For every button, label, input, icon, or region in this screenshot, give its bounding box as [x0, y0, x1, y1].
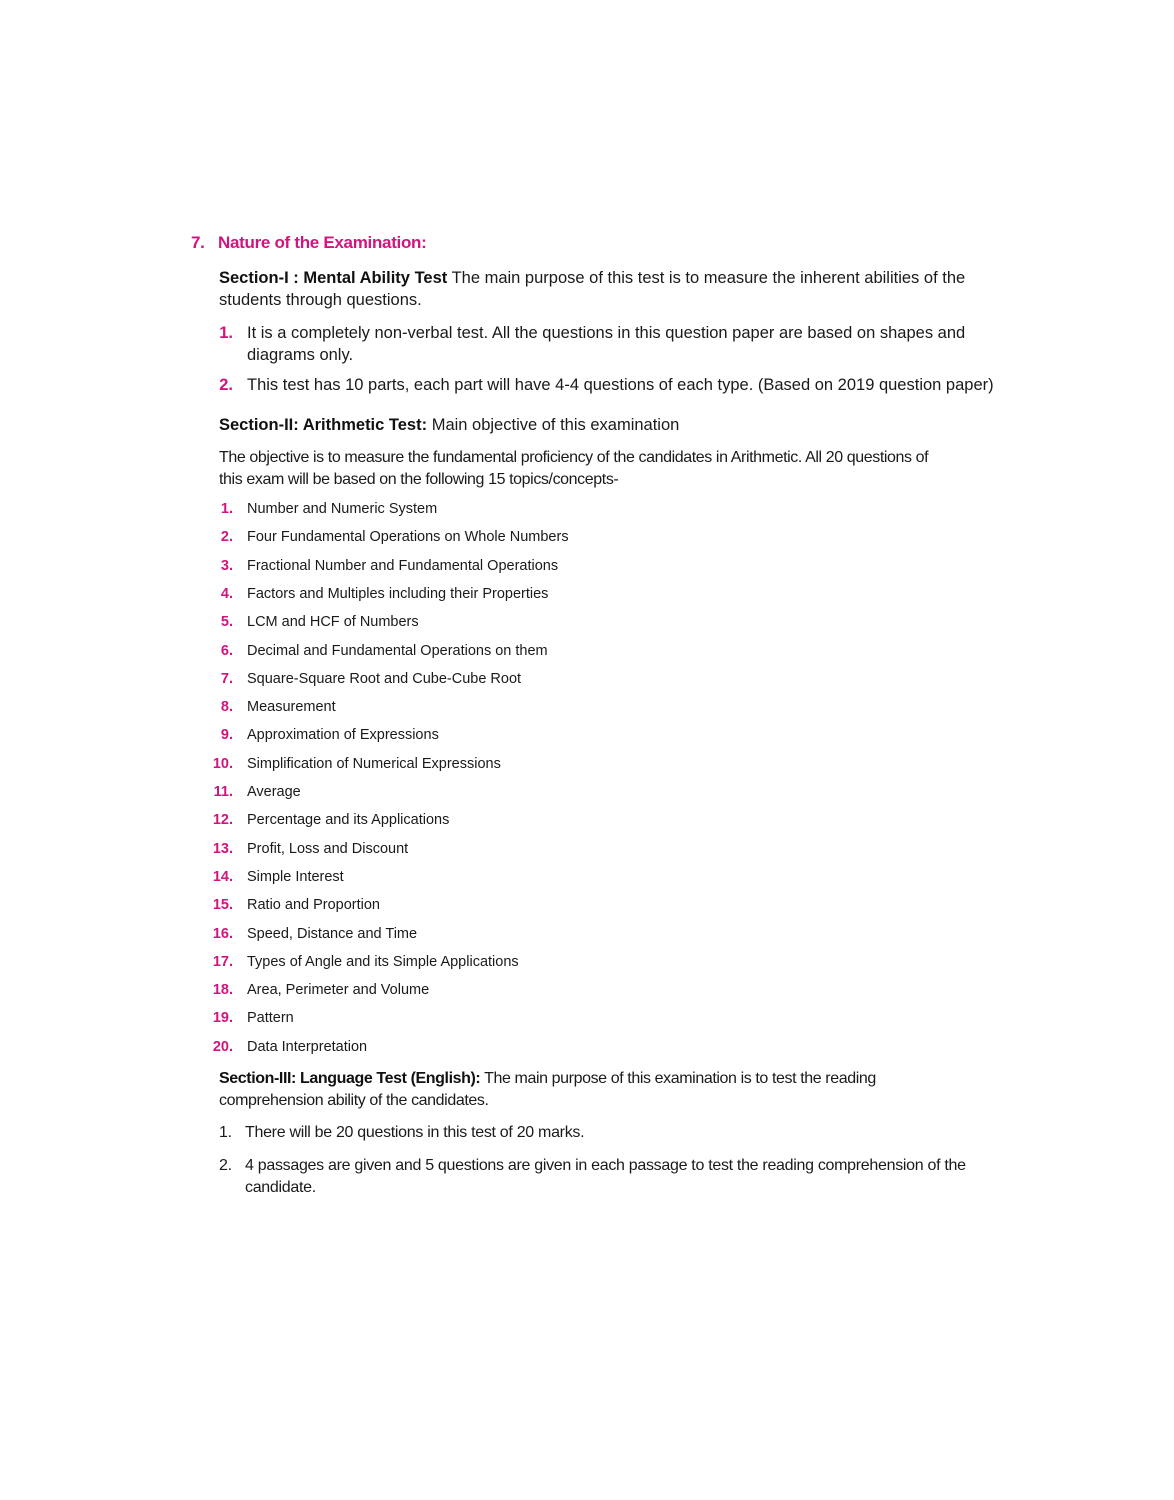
topic-text: Data Interpretation — [247, 1038, 368, 1055]
item-text: There will be 20 questions in this test of 20 marks. — [245, 1124, 585, 1141]
topic-item — [200, 952, 800, 972]
topic-item — [200, 782, 800, 802]
heading-title: Nature of the Examination: — [218, 233, 427, 252]
topic-number: 14. — [212, 868, 233, 885]
topic-text: Measurement — [247, 699, 336, 716]
topic-text: Pattern — [247, 1010, 294, 1027]
topic-text: Fractional Number and Fundamental Operations — [247, 557, 559, 574]
topic-number: 12. — [212, 812, 233, 829]
section-2-objective: The objective is to measure the fundamental proficiency of the candidates in Arithmetic. All 20 questions of this exam will be based on the following 15 topics/concepts- — [219, 449, 929, 488]
topic-item — [200, 810, 800, 830]
section-3-item — [219, 1122, 1009, 1144]
section-3-description: The main purpose of this examination is to test the reading comprehension ability of the candidates. — [219, 1070, 876, 1109]
topic-text: Percentage and its Applications — [247, 812, 450, 829]
topic-item — [200, 725, 800, 745]
item-text: 4 passages are given and 5 questions are given in each passage to test the reading comprehension of the candidate. — [245, 1157, 966, 1196]
topic-text: Profit, Loss and Discount — [247, 840, 409, 857]
heading-number: 7. — [191, 233, 205, 252]
topic-item — [200, 584, 800, 604]
topic-text: Simple Interest — [247, 868, 344, 885]
topic-item — [200, 980, 800, 1000]
topic-item — [200, 754, 800, 774]
topic-text: Area, Perimeter and Volume — [247, 982, 430, 999]
topic-number: 9. — [220, 727, 233, 744]
item-number: 1. — [219, 1124, 232, 1141]
topic-item — [200, 669, 800, 689]
section-1-description: The main purpose of this test is to measure the inherent abilities of the students through questions. — [219, 269, 966, 309]
item-text: It is a completely non-verbal test. All the questions in this question paper are based on shapes and diagrams only. — [247, 324, 966, 364]
topic-text: Factors and Multiples including their Properties — [247, 585, 549, 602]
item-number: 2. — [219, 1157, 232, 1174]
section-3-intro — [219, 1068, 979, 1112]
topic-item — [200, 612, 800, 632]
topic-item — [200, 527, 800, 547]
topic-item — [200, 641, 800, 661]
topic-text: Simplification of Numerical Expressions — [247, 755, 501, 772]
section-1-item — [205, 322, 1015, 366]
topic-text: Decimal and Fundamental Operations on them — [247, 642, 548, 659]
section-2-intro — [219, 414, 1019, 436]
item-number: 2. — [219, 376, 233, 394]
section-1-title: Section-I : Mental Ability Test — [219, 269, 448, 287]
section-3-title: Section-III: Language Test (English): — [219, 1070, 481, 1087]
item-text: This test has 10 parts, each part will have 4-4 questions of each type. (Based on 2019 question paper) — [247, 376, 994, 394]
topic-number: 16. — [212, 925, 233, 942]
topic-item — [200, 1037, 800, 1057]
topic-item — [200, 556, 800, 576]
topic-number: 8. — [220, 699, 233, 716]
topic-number: 1. — [220, 501, 233, 517]
topic-number: 13. — [212, 840, 233, 857]
topic-item — [200, 924, 800, 944]
topic-text: Ratio and Proportion — [247, 897, 380, 914]
topic-text: Average — [247, 784, 301, 800]
section-3-item — [219, 1155, 1009, 1199]
topic-number: 3. — [220, 557, 233, 574]
section-1-item — [205, 374, 1015, 396]
topic-number: 11. — [213, 784, 233, 800]
topic-number: 2. — [220, 529, 233, 546]
topic-number: 17. — [212, 953, 233, 970]
topic-number: 15. — [212, 897, 233, 914]
topic-number: 7. — [220, 670, 233, 687]
topic-number: 4. — [220, 585, 233, 602]
section-2-description: Main objective of this examination — [427, 416, 680, 434]
topic-text: Speed, Distance and Time — [247, 925, 418, 942]
topic-number: 10. — [212, 755, 233, 772]
topic-number: 19. — [212, 1010, 233, 1027]
section-2-title: Section-II: Arithmetic Test: — [219, 416, 428, 434]
topic-item — [200, 867, 800, 887]
topic-number: 18. — [212, 982, 233, 999]
topic-number: 5. — [220, 614, 233, 631]
topic-text: Types of Angle and its Simple Applications — [247, 953, 519, 970]
topic-number: 20. — [212, 1038, 233, 1055]
topic-text: Number and Numeric System — [247, 501, 438, 517]
topic-item — [200, 1008, 800, 1028]
topic-number: 6. — [220, 642, 233, 659]
topic-item — [200, 697, 800, 717]
section-1-intro — [219, 267, 1019, 311]
topic-text: LCM and HCF of Numbers — [247, 614, 419, 631]
item-number: 1. — [219, 324, 233, 342]
topic-item — [200, 499, 800, 519]
topic-text: Approximation of Expressions — [247, 727, 439, 744]
topic-text: Four Fundamental Operations on Whole Numbers — [247, 529, 569, 546]
topic-item — [200, 895, 800, 915]
section-heading — [191, 233, 427, 253]
topic-text: Square-Square Root and Cube-Cube Root — [247, 670, 522, 687]
topic-item — [200, 839, 800, 859]
